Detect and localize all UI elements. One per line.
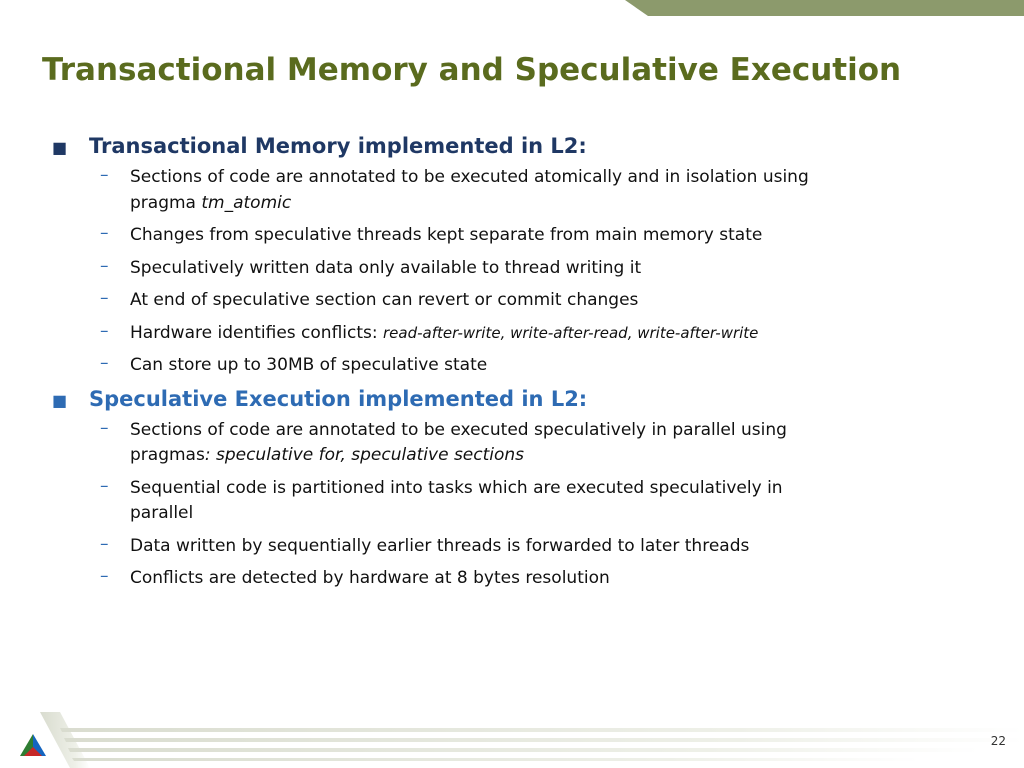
level2-bullet <box>52 534 882 560</box>
bullet-text: Sections of code are annotated to be executed speculatively in parallel using pragmas: speculative for, speculative sections <box>130 419 787 465</box>
level2-bullet <box>52 321 882 347</box>
bullet-text: Can store up to 30MB of speculative state <box>130 355 488 375</box>
section-heading: Speculative Execution implemented in L2: <box>89 386 588 411</box>
level2-bullet <box>52 256 882 282</box>
dash-bullet-icon: – <box>100 165 109 185</box>
square-bullet-icon: ■ <box>52 390 68 410</box>
bullet-text: Changes from speculative threads kept separate from main memory state <box>130 225 763 245</box>
level1-bullet <box>52 134 882 158</box>
dash-bullet-icon: – <box>100 475 109 496</box>
dash-bullet-icon: – <box>100 223 109 243</box>
section-transactional-memory <box>52 134 882 379</box>
level2-bullet <box>52 223 882 249</box>
square-bullet-icon: ■ <box>52 138 68 157</box>
dash-bullet-icon: – <box>100 417 109 438</box>
dash-bullet-icon: – <box>100 255 109 276</box>
dash-bullet-icon: – <box>100 353 109 373</box>
bottom-decorative-stripes <box>0 698 1024 768</box>
page-number: 22 <box>990 734 1006 748</box>
dash-bullet-icon: – <box>100 533 109 554</box>
bullet-text: Speculatively written data only available to thread writing it <box>130 257 642 278</box>
level2-bullet <box>52 288 882 314</box>
dash-bullet-icon: – <box>100 320 109 341</box>
dash-bullet-icon: – <box>100 566 109 586</box>
logo-triangle-icon <box>20 734 46 756</box>
slide-body <box>52 134 882 600</box>
level2-bullet <box>52 566 882 592</box>
bullet-text: Conflicts are detected by hardware at 8 bytes resolution <box>130 568 610 588</box>
level2-bullet <box>52 476 882 527</box>
level2-bullet <box>52 165 882 216</box>
bullet-text: At end of speculative section can revert or commit changes <box>130 290 639 310</box>
top-decorative-band <box>0 0 1024 18</box>
bullet-text: Data written by sequentially earlier threads is forwarded to later threads <box>130 535 750 556</box>
level1-bullet <box>52 387 882 411</box>
dash-bullet-icon: – <box>100 288 109 308</box>
slide-title: Transactional Memory and Speculative Execution <box>42 52 902 88</box>
bullet-text: Hardware identifies conflicts: read-after-write, write-after-read, write-after-write <box>130 322 759 343</box>
section-speculative-execution <box>52 387 882 592</box>
level2-bullet <box>52 353 882 379</box>
bullet-text: Sections of code are annotated to be executed atomically and in isolation using pragma tm_atomic <box>130 167 809 213</box>
section-heading: Transactional Memory implemented in L2: <box>89 134 587 158</box>
level2-bullet <box>52 418 882 469</box>
bullet-text: Sequential code is partitioned into tasks which are executed speculatively in parallel <box>130 477 783 523</box>
